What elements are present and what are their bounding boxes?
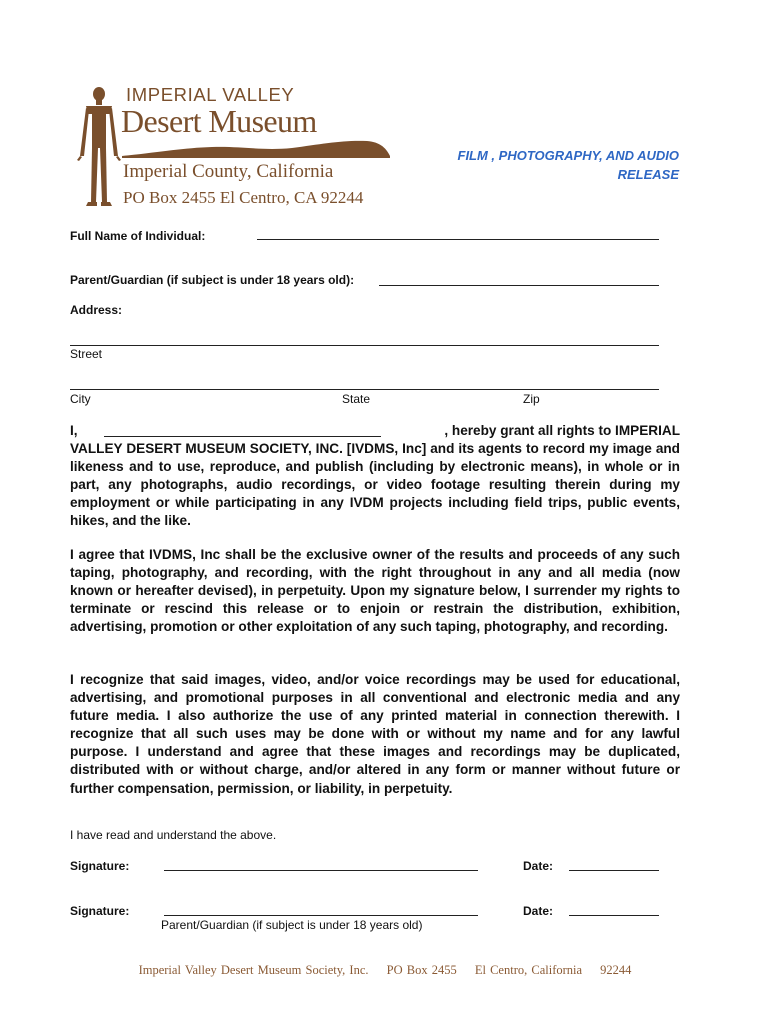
acknowledgement-text: I have read and understand the above.: [70, 828, 277, 842]
guardian-date-label: Date:: [523, 904, 554, 918]
zip-label: Zip: [523, 392, 540, 406]
footer-zip: 92244: [600, 963, 632, 977]
date-field[interactable]: [569, 858, 659, 871]
form-title-line2: RELEASE: [617, 167, 679, 182]
grant-body: VALLEY DESERT MUSEUM SOCIETY, INC. [IVDMS, Inc] and its agents to record my image and likeness and to use, reproduce, and publish (including by electronic means), in whole or in part, any photographs, audio recordings, or video footage resulting therein during my employment or while participating in any IVDM projects including field trips, public events, hikes, and the like.: [70, 441, 680, 529]
desert-hill-graphic: [122, 138, 390, 160]
street-field[interactable]: [70, 333, 659, 346]
address-label: Address:: [70, 303, 123, 317]
ownership-paragraph: I agree that IVDMS, Inc shall be the exclusive owner of the results and proceeds of any such taping, photography, and recording, with the right throughout in any and all media (now known or hereafter devised), in perpetuity. Upon my signature below, I surrender my rights to terminate or rescind this release or to enjoin or restrain the distribution, exhibition, advertising, promotion or other exploitation of any such taping, photography, and recording.: [70, 547, 680, 635]
signature-field[interactable]: [164, 858, 478, 871]
grant-first-line-rest: , hereby grant all rights to IMPERIAL: [444, 423, 680, 438]
logo-address: PO Box 2455 El Centro, CA 92244: [123, 188, 364, 207]
footer: [0, 963, 770, 978]
signature-label: Signature:: [70, 859, 130, 873]
footer-org-name: Imperial Valley Desert Museum Society, Inc.: [138, 963, 369, 977]
form-title-line1: FILM , PHOTOGRAPHY, AND AUDIO: [457, 148, 679, 163]
full-name-field[interactable]: [257, 227, 659, 240]
footer-city: El Centro, California: [474, 963, 583, 977]
guardian-signature-field[interactable]: [164, 903, 478, 916]
grant-paragraph: [70, 422, 680, 531]
full-name-label: Full Name of Individual:: [70, 229, 206, 243]
guardian-signature-label: Signature:: [70, 904, 130, 918]
petroglyph-figure-icon: [76, 86, 122, 208]
parent-guardian-field[interactable]: [379, 273, 659, 286]
guardian-date-field[interactable]: [569, 903, 659, 916]
guardian-signature-caption: Parent/Guardian (if subject is under 18 years old): [161, 918, 423, 932]
usage-paragraph: I recognize that said images, video, and/or voice recordings may be used for educational, advertising, and promotional purposes in all conventional and electronic media and any future media. I also authorize the use of any printed material in connection therewith. I recognize that all such uses may be done with or without my name and for any lawful purpose. I understand and agree that these images and recordings may be duplicated, distributed with or without charge, and/or altered in any form or manner without future or further compensation, permission, or liability, in perpetuity.: [70, 672, 680, 796]
state-label: State: [342, 392, 371, 406]
street-label: Street: [70, 347, 103, 361]
date-label: Date:: [523, 859, 554, 873]
grant-prefix: I,: [70, 423, 78, 438]
logo-title-main: Desert Museum: [121, 103, 317, 139]
form-title: [379, 146, 679, 184]
logo-title-top: IMPERIAL VALLEY: [126, 84, 295, 105]
city-label: City: [70, 392, 91, 406]
footer-pobox: PO Box 2455: [386, 963, 457, 977]
parent-guardian-label: Parent/Guardian (if subject is under 18 years old):: [70, 273, 355, 287]
grant-name-field[interactable]: [104, 423, 381, 437]
city-state-zip-field[interactable]: [70, 377, 659, 390]
logo-county: Imperial County, California: [123, 161, 334, 182]
